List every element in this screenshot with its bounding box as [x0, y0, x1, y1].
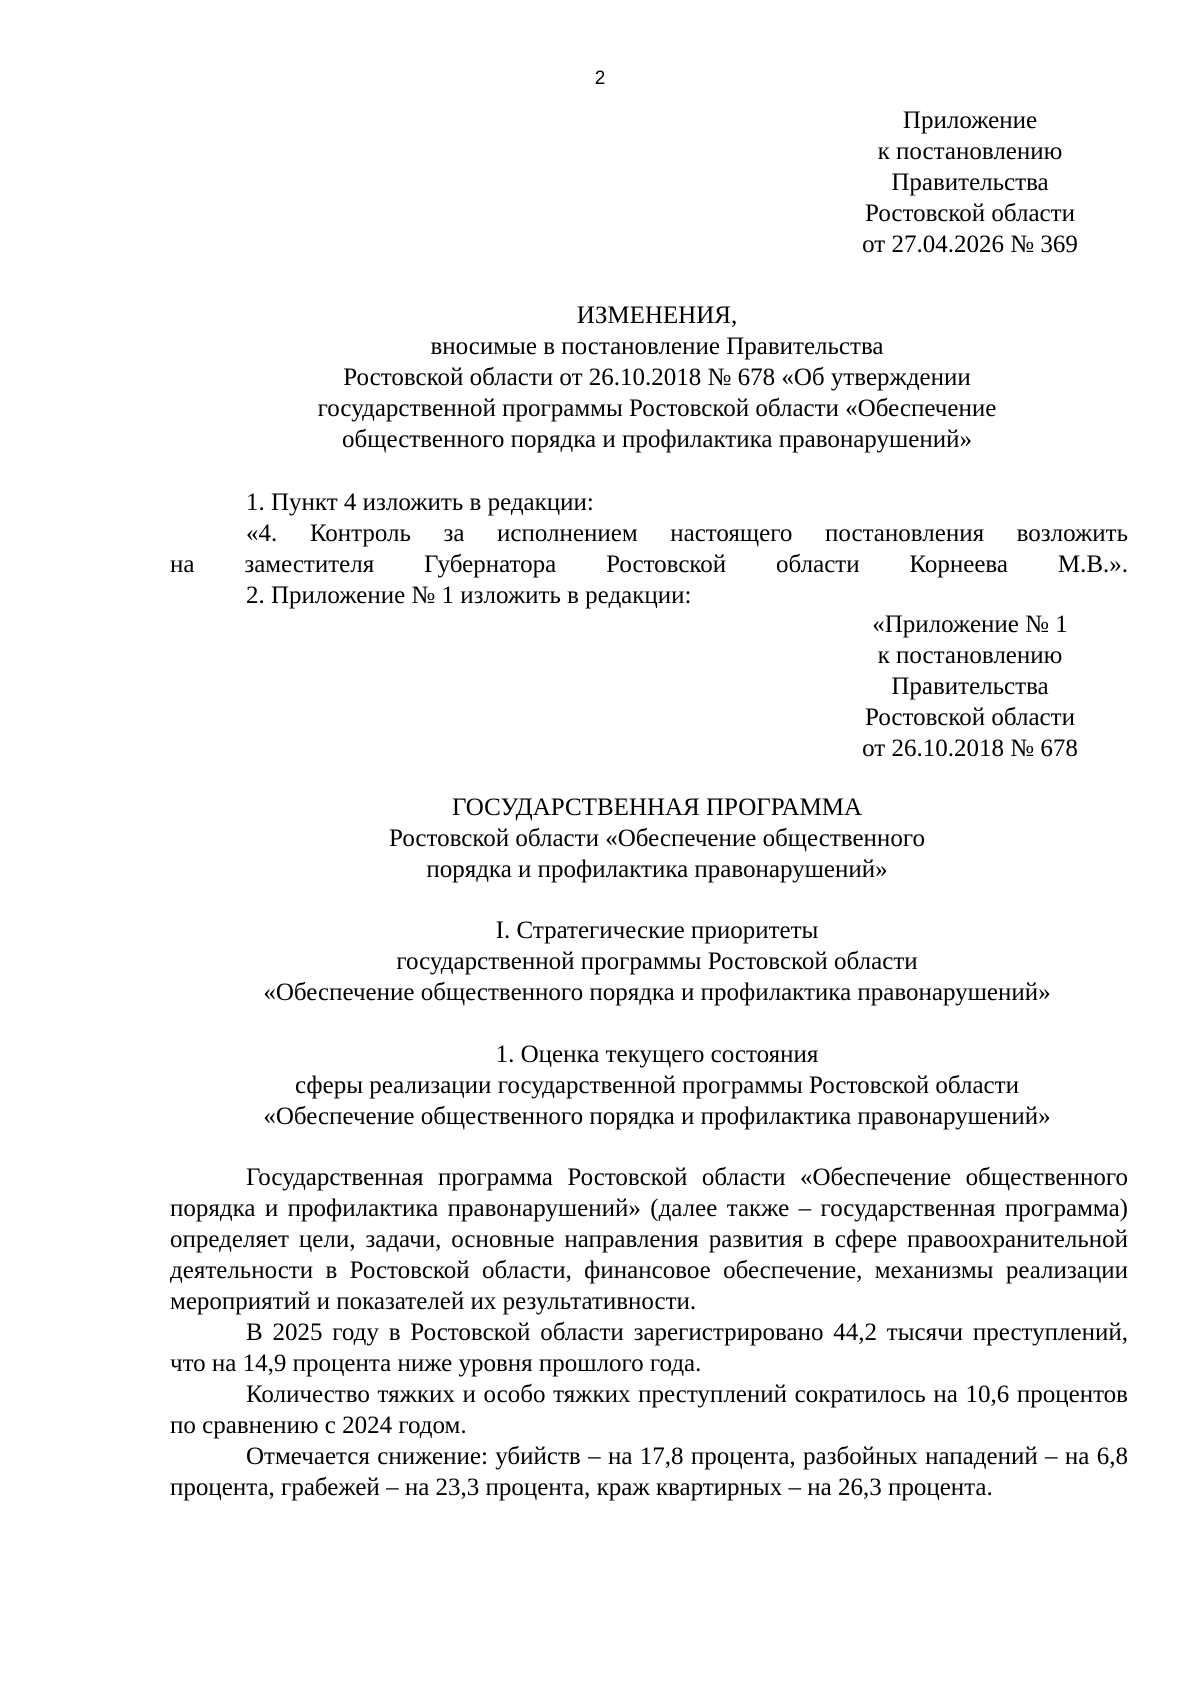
changes-subtitle-line: Ростовской области от 26.10.2018 № 678 «Об утверждении: [343, 364, 971, 391]
changes-subtitle-line: вносимые в постановление Правительства: [430, 333, 884, 360]
changes-title: ИЗМЕНЕНИЯ,: [576, 302, 738, 329]
items-block: [170, 487, 1128, 611]
body-paragraph: Отмечается снижение: убийств – на 17,8 процента, разбойных нападений – на 6,8 процента, грабежей – на 23,3 процента, краж квартирных – на 26,3 процента.: [170, 1443, 1128, 1501]
appendix-line: Ростовской области: [865, 200, 1075, 227]
subsection1-heading: [0, 1039, 1200, 1132]
section1-title-line: государственной программы Ростовской области: [396, 948, 918, 975]
nested-appendix-stamp: [830, 609, 1110, 764]
nested-appendix-line: Ростовской области: [865, 704, 1075, 731]
nested-appendix-line: «Приложение № 1: [872, 611, 1068, 638]
body-paragraph: В 2025 году в Ростовской области зарегистрировано 44,2 тысячи преступлений, что на 14,9 процента ниже уровня прошлого года.: [170, 1319, 1128, 1377]
appendix-line: Приложение: [902, 107, 1038, 134]
page-number: 2: [594, 68, 606, 89]
body-text: [170, 1162, 1128, 1503]
body-paragraph: Государственная программа Ростовской области «Обеспечение общественного порядка и профилактика правонарушений» (далее также – государственная программа) определяет цели, задачи, основные направления развития в сфере правоохранительной деятельности в Ростовской области, финансовое обеспечение, механизмы реализации мероприятий и показателей их результативности.: [170, 1164, 1128, 1315]
appendix-stamp: [830, 105, 1110, 260]
item1-intro: 1. Пункт 4 изложить в редакции:: [246, 489, 594, 516]
changes-heading: [0, 300, 1200, 455]
subsection1-title-line: сферы реализации государственной программы Ростовской области: [295, 1072, 1019, 1099]
item2-intro: 2. Приложение № 1 изложить в редакции:: [246, 582, 692, 609]
program-subtitle-line: порядка и профилактика правонарушений»: [426, 856, 888, 883]
section1-title-line: «Обеспечение общественного порядка и профилактика правонарушений»: [263, 979, 1051, 1006]
section1-heading: [0, 915, 1200, 1008]
program-heading: [0, 792, 1200, 885]
item1-text-line: «4. Контроль за исполнением настоящего постановления возложить: [246, 520, 1128, 547]
nested-appendix-line: Правительства: [891, 673, 1049, 700]
program-title: ГОСУДАРСТВЕННАЯ ПРОГРАММА: [451, 794, 863, 821]
subsection1-title-line: «Обеспечение общественного порядка и профилактика правонарушений»: [263, 1103, 1051, 1130]
appendix-line: к постановлению: [877, 138, 1063, 165]
item1-text-line: на заместителя Губернатора Ростовской области Корнеева М.В.».: [170, 551, 1128, 578]
program-subtitle-line: Ростовской области «Обеспечение общественного: [389, 825, 925, 852]
appendix-line: от 27.04.2026 № 369: [862, 231, 1078, 258]
nested-appendix-line: к постановлению: [877, 642, 1063, 669]
changes-subtitle-line: общественного порядка и профилактика правонарушений»: [342, 426, 972, 453]
body-paragraph: Количество тяжких и особо тяжких преступлений сократилось на 10,6 процентов по сравнению с 2024 годом.: [170, 1381, 1128, 1439]
changes-subtitle-line: государственной программы Ростовской области «Обеспечение: [317, 395, 997, 422]
nested-appendix-line: от 26.10.2018 № 678: [862, 735, 1078, 762]
subsection1-title: 1. Оценка текущего состояния: [495, 1041, 819, 1068]
appendix-line: Правительства: [891, 169, 1049, 196]
section1-title: I. Стратегические приоритеты: [495, 917, 819, 944]
